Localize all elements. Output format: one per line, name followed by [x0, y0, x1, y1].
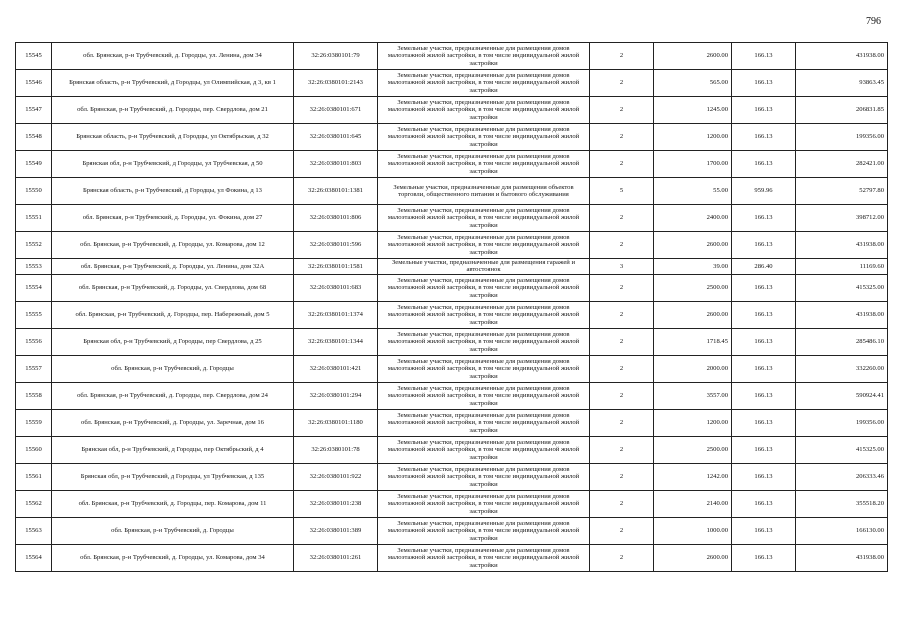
cadastral-number-cell: 32:26:0380101:1381	[294, 178, 378, 205]
area-cell: 1200.00	[654, 124, 732, 151]
page-number: 796	[866, 16, 881, 27]
cadastral-value-cell: 285486.10	[796, 328, 888, 355]
table-row	[16, 328, 888, 355]
land-use-category-cell: Земельные участки, предназначенные для размещения домов малоэтажной жилой застройки, в том числе индивидуальной жилой застройки	[378, 490, 590, 517]
group-number-cell: 2	[590, 355, 654, 382]
area-cell: 2140.00	[654, 490, 732, 517]
cadastral-number-cell: 32:26:0380101:803	[294, 151, 378, 178]
land-use-category-cell: Земельные участки, предназначенные для размещения домов малоэтажной жилой застройки, в том числе индивидуальной жилой застройки	[378, 355, 590, 382]
land-use-category-cell: Земельные участки, предназначенные для размещения домов малоэтажной жилой застройки, в том числе индивидуальной жилой застройки	[378, 43, 590, 70]
cadastral-value-cell: 415325.00	[796, 274, 888, 301]
cadastral-value-cell: 431938.00	[796, 544, 888, 571]
land-use-category-cell: Земельные участки, предназначенные для размещения домов малоэтажной жилой застройки, в том числе индивидуальной жилой застройки	[378, 463, 590, 490]
area-cell: 2400.00	[654, 205, 732, 232]
address-cell: Брянская область, р-н Трубчевский, д Городцы, ул Фокина, д 13	[52, 178, 294, 205]
specific-value-cell: 166.13	[732, 205, 796, 232]
row-number: 15545	[16, 43, 52, 70]
row-number: 15551	[16, 205, 52, 232]
area-cell: 1200.00	[654, 409, 732, 436]
land-use-category-cell: Земельные участки, предназначенные для размещения домов малоэтажной жилой застройки, в том числе индивидуальной жилой застройки	[378, 232, 590, 259]
row-number: 15562	[16, 490, 52, 517]
specific-value-cell: 166.13	[732, 463, 796, 490]
area-cell: 3557.00	[654, 382, 732, 409]
table-row	[16, 151, 888, 178]
area-cell: 2600.00	[654, 43, 732, 70]
table-row	[16, 436, 888, 463]
row-number: 15552	[16, 232, 52, 259]
specific-value-cell: 166.13	[732, 70, 796, 97]
address-cell: обл. Брянская, р-н Трубчевский, д. Городцы, ул. Фокина, дом 27	[52, 205, 294, 232]
cadastral-number-cell: 32:26:0380101:1581	[294, 259, 378, 275]
cadastral-value-cell: 52797.80	[796, 178, 888, 205]
cadastral-number-cell: 32:26:0380101:294	[294, 382, 378, 409]
land-use-category-cell: Земельные участки, предназначенные для размещения домов малоэтажной жилой застройки, в том числе индивидуальной жилой застройки	[378, 544, 590, 571]
specific-value-cell: 166.13	[732, 151, 796, 178]
group-number-cell: 2	[590, 409, 654, 436]
land-use-category-cell: Земельные участки, предназначенные для размещения домов малоэтажной жилой застройки, в том числе индивидуальной жилой застройки	[378, 124, 590, 151]
specific-value-cell: 166.13	[732, 544, 796, 571]
specific-value-cell: 286.40	[732, 259, 796, 275]
address-cell: обл. Брянская, р-н Трубчевский, д. Городцы, ул. Ленина, дом 34	[52, 43, 294, 70]
address-cell: Брянская обл, р-н Трубчевский, д Городцы, ул Трубчевская, д 135	[52, 463, 294, 490]
land-use-category-cell: Земельные участки, предназначенные для размещения домов малоэтажной жилой застройки, в том числе индивидуальной жилой застройки	[378, 517, 590, 544]
table-row	[16, 232, 888, 259]
cadastral-value-cell: 415325.00	[796, 436, 888, 463]
cadastral-value-cell: 199356.00	[796, 124, 888, 151]
specific-value-cell: 166.13	[732, 409, 796, 436]
land-use-category-cell: Земельные участки, предназначенные для размещения домов малоэтажной жилой застройки, в том числе индивидуальной жилой застройки	[378, 151, 590, 178]
cadastral-value-cell: 166130.00	[796, 517, 888, 544]
area-cell: 1718.45	[654, 328, 732, 355]
specific-value-cell: 166.13	[732, 355, 796, 382]
cadastral-number-cell: 32:26:0380101:1344	[294, 328, 378, 355]
table-row	[16, 259, 888, 275]
table-row	[16, 382, 888, 409]
table-row	[16, 355, 888, 382]
cadastral-number-cell: 32:26:0380101:1180	[294, 409, 378, 436]
cadastral-number-cell: 32:26:0380101:2143	[294, 70, 378, 97]
area-cell: 2000.00	[654, 355, 732, 382]
cadastral-value-cell: 431938.00	[796, 301, 888, 328]
address-cell: обл. Брянская, р-н Трубчевский, д. Городцы, ул. Комарова, дом 34	[52, 544, 294, 571]
address-cell: обл. Брянская, р-н Трубчевский, д. Городцы	[52, 517, 294, 544]
specific-value-cell: 166.13	[732, 382, 796, 409]
table-row	[16, 97, 888, 124]
specific-value-cell: 166.13	[732, 232, 796, 259]
area-cell: 2600.00	[654, 301, 732, 328]
address-cell: обл. Брянская, р-н Трубчевский, д. Городцы, пер. Комарова, дом 11	[52, 490, 294, 517]
cadastral-value-cell: 282421.00	[796, 151, 888, 178]
cadastral-number-cell: 32:26:0380101:806	[294, 205, 378, 232]
cadastral-value-cell: 398712.00	[796, 205, 888, 232]
cadastral-value-table	[15, 42, 888, 572]
row-number: 15556	[16, 328, 52, 355]
group-number-cell: 2	[590, 70, 654, 97]
area-cell: 2500.00	[654, 274, 732, 301]
group-number-cell: 2	[590, 301, 654, 328]
cadastral-number-cell: 32:26:0380101:671	[294, 97, 378, 124]
land-use-category-cell: Земельные участки, предназначенные для размещения домов малоэтажной жилой застройки, в том числе индивидуальной жилой застройки	[378, 436, 590, 463]
table-row	[16, 301, 888, 328]
row-number: 15553	[16, 259, 52, 275]
land-use-category-cell: Земельные участки, предназначенные для размещения домов малоэтажной жилой застройки, в том числе индивидуальной жилой застройки	[378, 328, 590, 355]
row-number: 15563	[16, 517, 52, 544]
row-number: 15560	[16, 436, 52, 463]
row-number: 15550	[16, 178, 52, 205]
address-cell: обл. Брянская, р-н Трубчевский, д. Городцы	[52, 355, 294, 382]
group-number-cell: 2	[590, 517, 654, 544]
row-number: 15548	[16, 124, 52, 151]
cadastral-number-cell: 32:26:0380101:596	[294, 232, 378, 259]
land-use-category-cell: Земельные участки, предназначенные для размещения домов малоэтажной жилой застройки, в том числе индивидуальной жилой застройки	[378, 205, 590, 232]
row-number: 15559	[16, 409, 52, 436]
specific-value-cell: 166.13	[732, 517, 796, 544]
specific-value-cell: 166.13	[732, 301, 796, 328]
address-cell: Брянская область, р-н Трубчевский, д Городцы, ул Олимпийская, д 3, кв 1	[52, 70, 294, 97]
cadastral-value-cell: 590924.41	[796, 382, 888, 409]
land-use-category-cell: Земельные участки, предназначенные для размещения домов малоэтажной жилой застройки, в том числе индивидуальной жилой застройки	[378, 274, 590, 301]
cadastral-number-cell: 32:26:0380101:683	[294, 274, 378, 301]
address-cell: обл. Брянская, р-н Трубчевский, д. Городцы, пер. Свердлова, дом 24	[52, 382, 294, 409]
address-cell: Брянская обл, р-н Трубчевский, д Городцы, пер Октябрьский, д 4	[52, 436, 294, 463]
address-cell: обл. Брянская, р-н Трубчевский, д. Городцы, ул. Заречная, дом 16	[52, 409, 294, 436]
group-number-cell: 2	[590, 274, 654, 301]
specific-value-cell: 166.13	[732, 124, 796, 151]
group-number-cell: 5	[590, 178, 654, 205]
area-cell: 1242.00	[654, 463, 732, 490]
area-cell: 1700.00	[654, 151, 732, 178]
cadastral-number-cell: 32:26:0380101:389	[294, 517, 378, 544]
row-number: 15546	[16, 70, 52, 97]
table-row	[16, 409, 888, 436]
table-row	[16, 490, 888, 517]
table-row	[16, 274, 888, 301]
group-number-cell: 2	[590, 463, 654, 490]
cadastral-value-cell: 206333.46	[796, 463, 888, 490]
cadastral-value-cell: 199356.00	[796, 409, 888, 436]
row-number: 15549	[16, 151, 52, 178]
address-cell: обл. Брянская, р-н Трубчевский, д. Городцы, ул. Свердлова, дом 68	[52, 274, 294, 301]
group-number-cell: 2	[590, 124, 654, 151]
land-use-category-cell: Земельные участки, предназначенные для размещения домов малоэтажной жилой застройки, в том числе индивидуальной жилой застройки	[378, 301, 590, 328]
specific-value-cell: 959.96	[732, 178, 796, 205]
specific-value-cell: 166.13	[732, 490, 796, 517]
group-number-cell: 2	[590, 382, 654, 409]
land-use-category-cell: Земельные участки, предназначенные для размещения домов малоэтажной жилой застройки, в том числе индивидуальной жилой застройки	[378, 70, 590, 97]
area-cell: 1000.00	[654, 517, 732, 544]
table-row	[16, 124, 888, 151]
cadastral-number-cell: 32:26:0380101:78	[294, 436, 378, 463]
group-number-cell: 2	[590, 436, 654, 463]
land-use-category-cell: Земельные участки, предназначенные для размещения домов малоэтажной жилой застройки, в том числе индивидуальной жилой застройки	[378, 97, 590, 124]
group-number-cell: 2	[590, 151, 654, 178]
address-cell: обл. Брянская, р-н Трубчевский, д. Городцы, ул. Комарова, дом 12	[52, 232, 294, 259]
cadastral-number-cell: 32:26:0380101:421	[294, 355, 378, 382]
cadastral-number-cell: 32:26:0380101:1374	[294, 301, 378, 328]
table-row	[16, 70, 888, 97]
table-row	[16, 43, 888, 70]
cadastral-value-cell: 206831.85	[796, 97, 888, 124]
group-number-cell: 2	[590, 205, 654, 232]
group-number-cell: 2	[590, 490, 654, 517]
area-cell: 2600.00	[654, 232, 732, 259]
group-number-cell: 3	[590, 259, 654, 275]
address-cell: Брянская обл, р-н Трубчевский, д Городцы, пер Свердлова, д 25	[52, 328, 294, 355]
address-cell: Брянская обл, р-н Трубчевский, д Городцы, ул Трубчевская, д 50	[52, 151, 294, 178]
area-cell: 55.00	[654, 178, 732, 205]
row-number: 15547	[16, 97, 52, 124]
table-row	[16, 178, 888, 205]
row-number: 15554	[16, 274, 52, 301]
cadastral-number-cell: 32:26:0380101:79	[294, 43, 378, 70]
cadastral-value-cell: 332260.00	[796, 355, 888, 382]
specific-value-cell: 166.13	[732, 436, 796, 463]
area-cell: 565.00	[654, 70, 732, 97]
table-body	[16, 43, 888, 572]
row-number: 15557	[16, 355, 52, 382]
row-number: 15561	[16, 463, 52, 490]
address-cell: обл. Брянская, р-н Трубчевский, д. Городцы, пер. Свердлова, дом 21	[52, 97, 294, 124]
group-number-cell: 2	[590, 43, 654, 70]
specific-value-cell: 166.13	[732, 328, 796, 355]
specific-value-cell: 166.13	[732, 43, 796, 70]
area-cell: 2600.00	[654, 544, 732, 571]
address-cell: обл. Брянская, р-н Трубчевский, д. Городцы, ул. Ленина, дом 32А	[52, 259, 294, 275]
cadastral-value-cell: 431938.00	[796, 232, 888, 259]
cadastral-number-cell: 32:26:0380101:645	[294, 124, 378, 151]
cadastral-value-cell: 355518.20	[796, 490, 888, 517]
cadastral-value-cell: 11169.60	[796, 259, 888, 275]
table-row	[16, 517, 888, 544]
area-cell: 1245.00	[654, 97, 732, 124]
land-use-category-cell: Земельные участки, предназначенные для размещения гаражей и автостоянок	[378, 259, 590, 275]
row-number: 15564	[16, 544, 52, 571]
group-number-cell: 2	[590, 328, 654, 355]
specific-value-cell: 166.13	[732, 274, 796, 301]
specific-value-cell: 166.13	[732, 97, 796, 124]
row-number: 15555	[16, 301, 52, 328]
group-number-cell: 2	[590, 232, 654, 259]
row-number: 15558	[16, 382, 52, 409]
land-use-category-cell: Земельные участки, предназначенные для размещения домов малоэтажной жилой застройки, в том числе индивидуальной жилой застройки	[378, 382, 590, 409]
cadastral-value-cell: 93863.45	[796, 70, 888, 97]
area-cell: 39.00	[654, 259, 732, 275]
address-cell: Брянская область, р-н Трубчевский, д Городцы, ул Октябрьская, д 32	[52, 124, 294, 151]
table-row	[16, 544, 888, 571]
cadastral-value-cell: 431938.00	[796, 43, 888, 70]
cadastral-number-cell: 32:26:0380101:238	[294, 490, 378, 517]
land-use-category-cell: Земельные участки, предназначенные для размещения домов малоэтажной жилой застройки, в том числе индивидуальной жилой застройки	[378, 409, 590, 436]
cadastral-number-cell: 32:26:0380101:922	[294, 463, 378, 490]
group-number-cell: 2	[590, 544, 654, 571]
area-cell: 2500.00	[654, 436, 732, 463]
cadastral-number-cell: 32:26:0380101:261	[294, 544, 378, 571]
table-row	[16, 205, 888, 232]
land-use-category-cell: Земельные участки, предназначенные для размещения объектов торговли, общественного питания и бытового обслуживания	[378, 178, 590, 205]
address-cell: обл. Брянская, р-н Трубчевский, д. Городцы, пер. Набережный, дом 5	[52, 301, 294, 328]
group-number-cell: 2	[590, 97, 654, 124]
table-row	[16, 463, 888, 490]
